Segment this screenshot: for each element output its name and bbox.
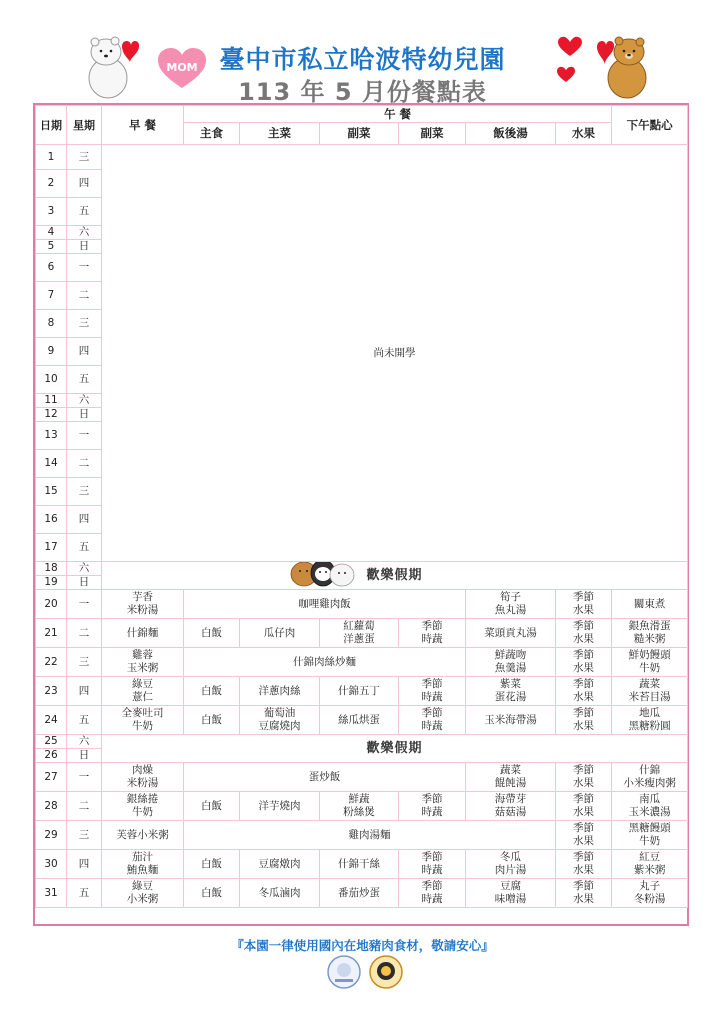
weekday-cell: 六 — [67, 562, 102, 576]
weekday-cell: 二 — [67, 282, 102, 310]
date-cell: 17 — [36, 534, 67, 562]
side-dish-1-cell: 紅蘿蔔 洋蔥蛋 — [320, 619, 399, 648]
date-cell: 25 — [36, 735, 67, 749]
menu-body — [36, 145, 688, 908]
side-dish-1-cell: 什錦干絲 — [320, 850, 399, 879]
fruit-cell: 季節 水果 — [556, 677, 612, 706]
date-cell: 6 — [36, 254, 67, 282]
fruit-cell: 季節 水果 — [556, 850, 612, 879]
weekday-cell: 六 — [67, 735, 102, 749]
soup-cell: 玉米海帶湯 — [466, 706, 556, 735]
side-dish-1-cell: 什錦五丁 — [320, 677, 399, 706]
snack-cell: 關東煮 — [612, 590, 688, 619]
table-row — [36, 879, 688, 908]
fruit-cell: 季節 水果 — [556, 619, 612, 648]
breakfast-cell: 芋香 米粉湯 — [102, 590, 184, 619]
weekday-cell: 三 — [67, 821, 102, 850]
table-row — [36, 619, 688, 648]
weekday-cell: 一 — [67, 590, 102, 619]
lunch-combined-cell: 什錦肉絲炒麵 — [184, 648, 466, 677]
snack-cell: 鮮奶饅頭 牛奶 — [612, 648, 688, 677]
breakfast-cell: 茄汁 鮪魚麵 — [102, 850, 184, 879]
side-dish-2-cell: 季節 時蔬 — [399, 879, 466, 908]
date-cell: 29 — [36, 821, 67, 850]
fruit-cell: 季節 水果 — [556, 792, 612, 821]
menu-table-frame — [33, 103, 689, 926]
main-dish-cell: 洋芋燒肉 — [240, 792, 320, 821]
weekday-cell: 五 — [67, 534, 102, 562]
header-weekday: 星期 — [67, 106, 102, 145]
weekday-cell: 三 — [67, 310, 102, 338]
snack-cell: 地瓜 黑糖粉圓 — [612, 706, 688, 735]
header-main-dish: 主菜 — [240, 123, 320, 145]
snack-cell: 黑糖饅頭 牛奶 — [612, 821, 688, 850]
table-row — [36, 590, 688, 619]
table-row — [36, 792, 688, 821]
breakfast-cell: 雞蓉 玉米粥 — [102, 648, 184, 677]
snack-cell: 丸子 冬粉湯 — [612, 879, 688, 908]
date-cell: 31 — [36, 879, 67, 908]
weekday-cell: 六 — [67, 226, 102, 240]
lunch-combined-cell: 雞肉湯麵 — [184, 821, 556, 850]
fruit-cell: 季節 水果 — [556, 763, 612, 792]
weekday-cell: 四 — [67, 677, 102, 706]
weekday-cell: 三 — [67, 145, 102, 170]
mom-label: MOM — [166, 61, 198, 74]
staple-cell: 白飯 — [184, 619, 240, 648]
side-dish-2-cell: 季節 時蔬 — [399, 619, 466, 648]
weekday-cell: 三 — [67, 648, 102, 677]
page-title: 臺中市私立哈波特幼兒園 — [219, 45, 506, 74]
lunch-combined-cell: 蛋炒飯 — [184, 763, 466, 792]
certification-logo-icon — [327, 955, 361, 989]
side-dish-1-cell: 鮮蔬 粉絲煲 — [320, 792, 399, 821]
weekday-cell: 日 — [67, 408, 102, 422]
weekday-cell: 四 — [67, 850, 102, 879]
table-row — [36, 677, 688, 706]
date-cell: 11 — [36, 394, 67, 408]
date-cell: 12 — [36, 408, 67, 422]
side-dish-2-cell: 季節 時蔬 — [399, 706, 466, 735]
header-fruit: 水果 — [556, 123, 612, 145]
side-dish-2-cell: 季節 時蔬 — [399, 792, 466, 821]
date-cell: 24 — [36, 706, 67, 735]
weekday-cell: 五 — [67, 198, 102, 226]
date-cell: 4 — [36, 226, 67, 240]
breakfast-cell: 肉燥 米粉湯 — [102, 763, 184, 792]
date-cell: 15 — [36, 478, 67, 506]
breakfast-cell: 什錦麵 — [102, 619, 184, 648]
side-dish-1-cell: 番茄炒蛋 — [320, 879, 399, 908]
date-cell: 18 — [36, 562, 67, 576]
soup-cell: 豆腐 味噌湯 — [466, 879, 556, 908]
date-cell: 9 — [36, 338, 67, 366]
date-cell: 5 — [36, 240, 67, 254]
soup-cell: 海帶芽 菇菇湯 — [466, 792, 556, 821]
holiday-label: 歡樂假期 — [366, 740, 423, 756]
breakfast-cell: 銀絲捲 牛奶 — [102, 792, 184, 821]
date-cell: 7 — [36, 282, 67, 310]
date-cell: 26 — [36, 749, 67, 763]
table-row — [36, 648, 688, 677]
header-soup: 飯後湯 — [466, 123, 556, 145]
table-row — [36, 735, 688, 749]
header-breakfast: 早 餐 — [102, 106, 184, 145]
breakfast-cell: 全麥吐司 牛奶 — [102, 706, 184, 735]
fruit-cell: 季節 水果 — [556, 821, 612, 850]
date-cell: 21 — [36, 619, 67, 648]
header-date: 日期 — [36, 106, 67, 145]
date-cell: 27 — [36, 763, 67, 792]
date-cell: 16 — [36, 506, 67, 534]
table-row — [36, 821, 688, 850]
weekday-cell: 二 — [67, 450, 102, 478]
weekday-cell: 三 — [67, 478, 102, 506]
staple-cell: 白飯 — [184, 792, 240, 821]
date-cell: 30 — [36, 850, 67, 879]
soup-cell: 冬瓜 肉片湯 — [466, 850, 556, 879]
snack-cell: 蔬菜 米苔目湯 — [612, 677, 688, 706]
weekday-cell: 四 — [67, 506, 102, 534]
breakfast-cell: 綠豆 薏仁 — [102, 677, 184, 706]
main-dish-cell: 冬瓜滷肉 — [240, 879, 320, 908]
date-cell: 3 — [36, 198, 67, 226]
fruit-cell: 季節 水果 — [556, 706, 612, 735]
date-cell: 19 — [36, 576, 67, 590]
main-dish-cell: 洋蔥肉絲 — [240, 677, 320, 706]
weekday-cell: 日 — [67, 240, 102, 254]
table-row — [36, 706, 688, 735]
header-staple: 主食 — [184, 123, 240, 145]
snack-cell: 南瓜 玉米濃湯 — [612, 792, 688, 821]
brown-bear-icon — [595, 34, 651, 100]
red-hearts-icon — [556, 36, 588, 86]
date-cell: 1 — [36, 145, 67, 170]
table-row — [36, 562, 688, 576]
table-row — [36, 145, 688, 170]
weekday-cell: 日 — [67, 749, 102, 763]
snack-cell: 紅豆 紫米粥 — [612, 850, 688, 879]
date-cell: 28 — [36, 792, 67, 821]
header-side-dish-1: 副菜 — [320, 123, 399, 145]
pork-origin-logo-icon — [369, 955, 403, 989]
breakfast-cell: 芙蓉小米粥 — [102, 821, 184, 850]
breakfast-cell: 綠豆 小米粥 — [102, 879, 184, 908]
date-cell: 8 — [36, 310, 67, 338]
bear-trio-icon — [290, 562, 356, 589]
side-dish-1-cell: 絲瓜烘蛋 — [320, 706, 399, 735]
weekday-cell: 四 — [67, 338, 102, 366]
date-cell: 14 — [36, 450, 67, 478]
soup-cell: 蔬菜 餛飩湯 — [466, 763, 556, 792]
holiday-cell — [102, 562, 688, 590]
fruit-cell: 季節 水果 — [556, 590, 612, 619]
header-lunch: 午 餐 — [184, 106, 612, 123]
side-dish-2-cell: 季節 時蔬 — [399, 850, 466, 879]
lunch-combined-cell: 咖哩雞肉飯 — [184, 590, 466, 619]
snack-cell: 什錦 小米瘦肉粥 — [612, 763, 688, 792]
weekday-cell: 五 — [67, 366, 102, 394]
main-dish-cell: 瓜仔肉 — [240, 619, 320, 648]
snack-cell: 銀魚滑蛋 糙米粥 — [612, 619, 688, 648]
holiday-label: 歡樂假期 — [366, 567, 423, 583]
soup-cell: 鮮蔬吻 魚羹湯 — [466, 648, 556, 677]
header-snack: 下午點心 — [612, 106, 688, 145]
footer-note: 『本園一律使用國內在地豬肉食材，敬請安心』 — [231, 938, 494, 953]
date-cell: 22 — [36, 648, 67, 677]
fruit-cell: 季節 水果 — [556, 879, 612, 908]
weekday-cell: 一 — [67, 763, 102, 792]
main-dish-cell: 豆腐燉肉 — [240, 850, 320, 879]
weekday-cell: 五 — [67, 706, 102, 735]
date-cell: 23 — [36, 677, 67, 706]
weekday-cell: 二 — [67, 792, 102, 821]
soup-cell: 紫菜 蛋花湯 — [466, 677, 556, 706]
soup-cell: 菜頭貢丸湯 — [466, 619, 556, 648]
side-dish-2-cell: 季節 時蔬 — [399, 677, 466, 706]
staple-cell: 白飯 — [184, 706, 240, 735]
weekday-cell: 五 — [67, 879, 102, 908]
weekday-cell: 一 — [67, 254, 102, 282]
date-cell: 10 — [36, 366, 67, 394]
page-header — [0, 0, 725, 104]
table-row — [36, 763, 688, 792]
weekday-cell: 六 — [67, 394, 102, 408]
table-row — [36, 850, 688, 879]
fruit-cell: 季節 水果 — [556, 648, 612, 677]
main-dish-cell: 葡萄油 豆腐燒肉 — [240, 706, 320, 735]
page-subtitle: 113 年 5 月份餐點表 — [238, 78, 487, 106]
weekday-cell: 一 — [67, 422, 102, 450]
weekday-cell: 二 — [67, 619, 102, 648]
weekday-cell: 四 — [67, 170, 102, 198]
date-cell: 2 — [36, 170, 67, 198]
menu-table — [35, 105, 688, 908]
header-side-dish-2: 副菜 — [399, 123, 466, 145]
date-cell: 13 — [36, 422, 67, 450]
staple-cell: 白飯 — [184, 677, 240, 706]
holiday-cell — [102, 735, 688, 763]
date-cell: 20 — [36, 590, 67, 619]
staple-cell: 白飯 — [184, 850, 240, 879]
not-started-cell: 尚未開學 — [102, 145, 688, 562]
weekday-cell: 日 — [67, 576, 102, 590]
soup-cell: 筍子 魚丸湯 — [466, 590, 556, 619]
staple-cell: 白飯 — [184, 879, 240, 908]
